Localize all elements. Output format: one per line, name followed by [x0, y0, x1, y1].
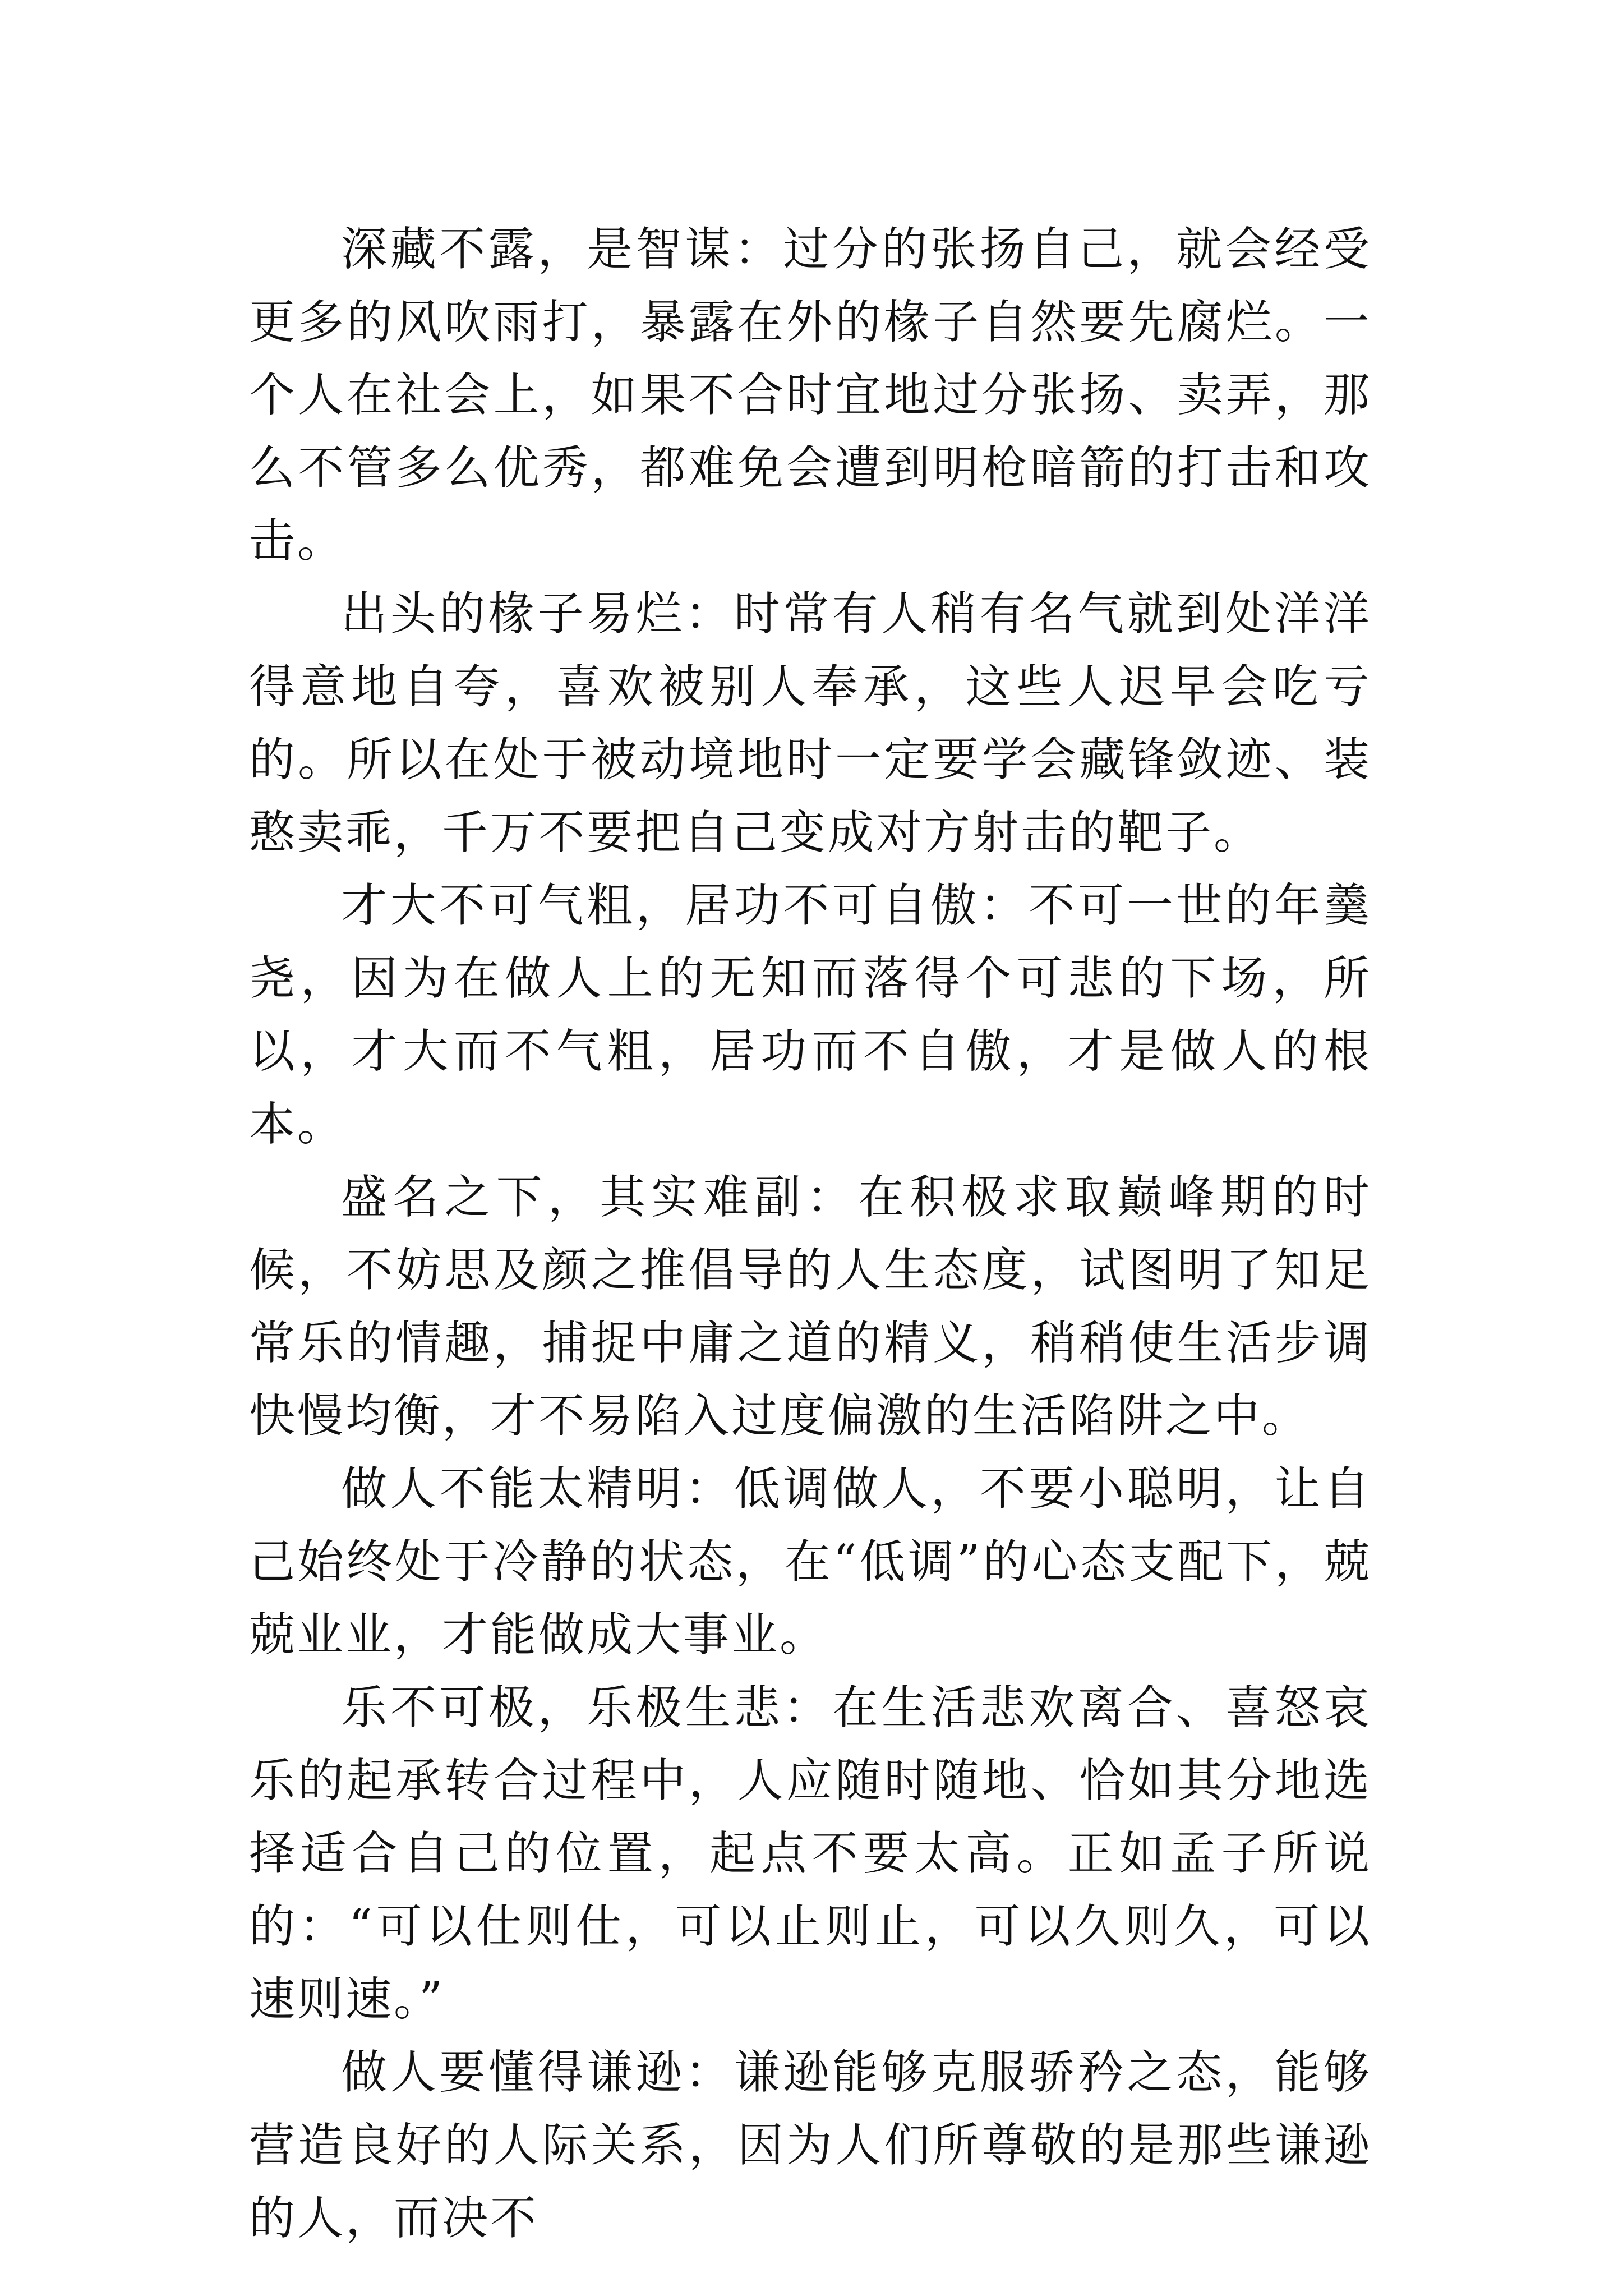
paragraph: 盛名之下，其实难副：在积极求取巅峰期的时候，不妨思及颜之推倡导的人生态度，试图明了知足常乐的情趣，捕捉中庸之道的精义，稍稍使生活步调快慢均衡，才不易陷入过度偏激的生活陷阱之中。 [249, 1171, 1372, 1443]
paragraph: 做人要懂得谦逊：谦逊能够克服骄矜之态，能够营造良好的人际关系，因为人们所尊敬的是那些谦逊的人，而决不 [249, 2046, 1372, 2245]
paragraph: 乐不可极，乐极生悲：在生活悲欢离合、喜怒哀乐的起承转合过程中，人应随时随地、恰如其分地选择适合自己的位置，起点不要太高。正如孟子所说的：“可以仕则仕，可以止则止，可以久则久，可以速则速。” [249, 1681, 1372, 2026]
paragraph: 才大不可气粗，居功不可自傲：不可一世的年羹尧，因为在做人上的无知而落得个可悲的下场，所以，才大而不气粗，居功而不自傲，才是做人的根本。 [249, 879, 1372, 1151]
body-text [249, 213, 1372, 2255]
paragraph: 做人不能太精明：低调做人，不要小聪明，让自己始终处于冷静的状态，在“低调”的心态支配下，兢兢业业，才能做成大事业。 [249, 1462, 1372, 1662]
paragraph: 深藏不露，是智谋：过分的张扬自己，就会经受更多的风吹雨打，暴露在外的椽子自然要先腐烂。一个人在社会上，如果不合时宜地过分张扬、卖弄，那么不管多么优秀，都难免会遭到明枪暗箭的打击和攻击。 [249, 223, 1372, 568]
paragraph: 出头的椽子易烂：时常有人稍有名气就到处洋洋得意地自夸，喜欢被别人奉承，这些人迟早会吃亏的。所以在处于被动境地时一定要学会藏锋敛迹、装憨卖乖，千万不要把自己变成对方射击的靶子。 [249, 587, 1372, 859]
